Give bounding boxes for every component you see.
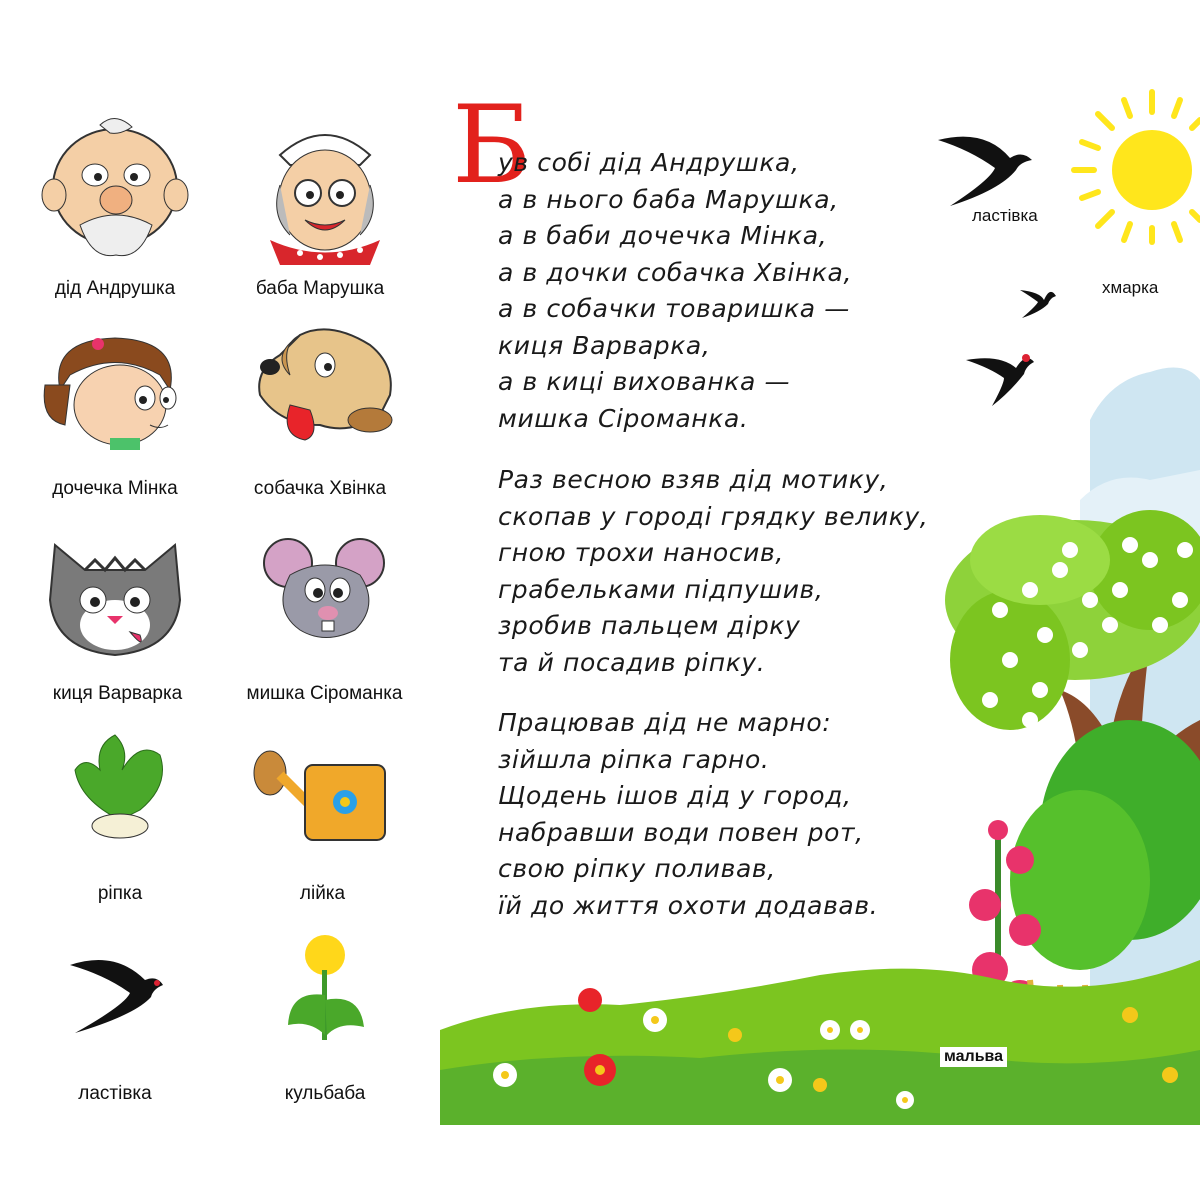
card-label-watering-can: лійка: [299, 883, 346, 904]
poem-line: Раз весною взяв дід мотику,: [498, 465, 889, 494]
poem-line: а в киці вихованка —: [498, 367, 791, 396]
card-label-mouse: мишка Сіроманка: [246, 683, 403, 704]
card-label-girl: дочечка Мінка: [52, 478, 178, 499]
swallow-icon: [938, 137, 1032, 206]
poem-stanza-2: [498, 462, 928, 681]
drop-cap: Б: [452, 83, 532, 208]
poem-line: та й посадив ріпку.: [498, 647, 766, 677]
poem-line: зійшла ріпка гарно.: [498, 744, 770, 774]
poem-line: зробив пальцем дірку: [498, 611, 801, 640]
swallow-icon: [65, 945, 170, 1035]
card-label-grandmother: баба Марушка: [255, 278, 385, 299]
cat-icon: [45, 540, 185, 660]
poem-line: а в баби дочечка Мінка,: [498, 221, 828, 250]
poem-stanza-1: [498, 145, 852, 437]
dog-icon: [250, 325, 400, 450]
scene-label-swallow: ластівка: [972, 206, 1038, 225]
card-label-turnip: ріпка: [97, 883, 143, 904]
poem-line: гною трохи наносив,: [498, 538, 784, 567]
grandmother-icon: [260, 115, 390, 265]
poem-line: Щодень ішов дід у город,: [498, 781, 852, 810]
mouse-icon: [260, 535, 390, 645]
poem-line: а в нього баба Марушка,: [498, 184, 839, 214]
dandelion-icon: [280, 935, 370, 1055]
turnip-icon: [60, 730, 180, 840]
girl-icon: [40, 330, 190, 450]
card-label-swallow: ластівка: [78, 1083, 152, 1104]
poem-line: а в собачки товаришка —: [498, 294, 850, 323]
swallow-icon: [966, 354, 1034, 406]
scene-label-cloud: хмарка: [1102, 278, 1159, 297]
poem-line: свою ріпку поливав,: [498, 854, 776, 883]
poem-stanza-3: [498, 705, 878, 924]
grandfather-icon: [40, 115, 190, 265]
poem-line: а в дочки собачка Хвінка,: [498, 257, 853, 287]
poem-line: їй до життя охоти додавав.: [498, 890, 879, 920]
card-label-dog: собачка Хвінка: [253, 478, 387, 499]
poem-line: Працював дід не марно:: [498, 708, 832, 737]
poem-line: грабельками підпушив,: [498, 574, 824, 604]
poem-line: набравши води повен рот,: [498, 817, 864, 847]
poem-line: мишка Сіроманка.: [498, 403, 749, 433]
poem-line: ув собі дід Андрушка,: [498, 148, 800, 177]
card-label-cat: киця Варварка: [52, 683, 183, 704]
swallow-icon: [1020, 290, 1056, 318]
card-label-dandelion: кульбаба: [284, 1083, 366, 1104]
scene-label-mallow: мальва: [940, 1047, 1007, 1067]
poem-line: скопав у городі грядку велику,: [498, 501, 929, 531]
watering-can-icon: [250, 745, 395, 845]
poem-line: киця Варварка,: [498, 330, 711, 360]
card-label-grandfather: дід Андрушка: [54, 278, 176, 299]
sun-icon: [1074, 92, 1200, 242]
